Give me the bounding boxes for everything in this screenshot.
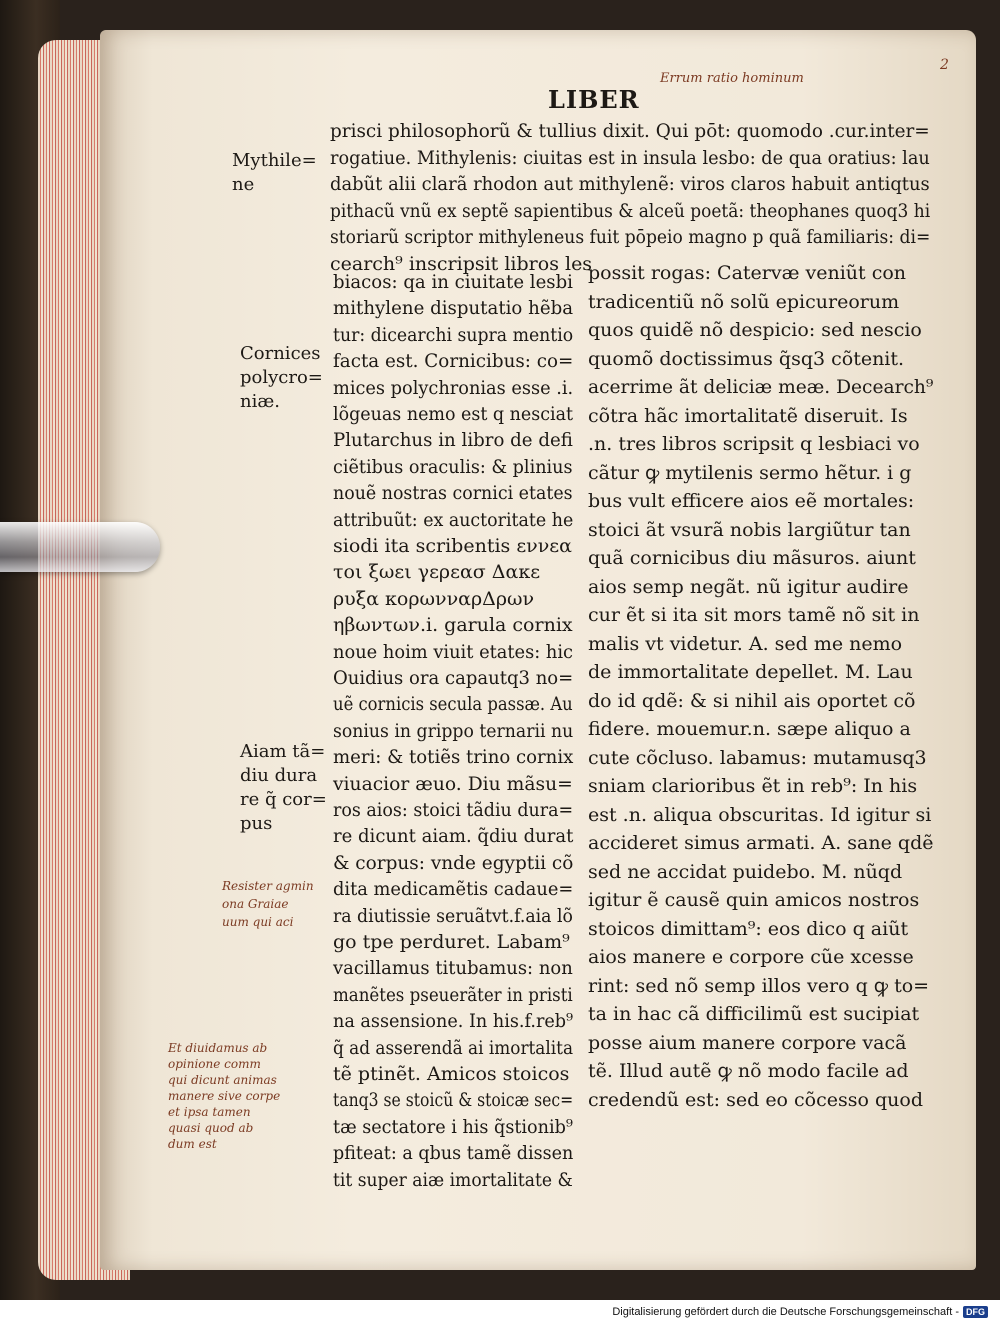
- text-line: pithacũ vnũ ex septẽ sapientibus & alceũ poetã: theophanes quoq3 hi: [330, 199, 931, 222]
- text-line: vacillamus titubamus: non: [333, 957, 573, 980]
- margin-note-cornices: Cornices: [240, 343, 321, 364]
- text-line: ta in hac cã difficilimũ est sucipiat: [588, 1003, 920, 1025]
- margin-note-aiam: diu dura: [240, 765, 318, 786]
- handwritten-hand-left-2: manere sive corpe: [168, 1089, 281, 1103]
- margin-note-cornices: niæ.: [240, 391, 280, 412]
- handwritten-hand-left-1: Resister agmin: [222, 879, 314, 893]
- margin-note-cornices: polycro=: [240, 367, 323, 388]
- text-line: prisci philosophorũ & tullius dixit. Qui pōt: quomodo .cur.inter=: [330, 120, 930, 142]
- handwritten-hand-left-2: quasi quod ab: [168, 1121, 254, 1135]
- footer-text: Digitalisierung gefördert durch die Deutsche Forschungsgemeinschaft -: [612, 1306, 959, 1318]
- text-line: cute cõcluso. labamus: mutamusq3: [588, 746, 927, 769]
- text-line: cur ẽt si ita sit mors tamẽ nõ sit in: [588, 604, 920, 626]
- text-line: ros aios: stoici tãdiu dura=: [333, 799, 574, 821]
- text-line: meri: & totiẽs trino cornix: [333, 746, 574, 769]
- text-line: quomõ doctissimus q̃sq3 cõtenit.: [588, 347, 905, 370]
- margin-note-mythilene: Mythile=: [232, 150, 317, 171]
- handwritten-hand-left-1: uum qui aci: [222, 915, 294, 929]
- text-line: accideret simus armati. A. sane qdẽ: [588, 832, 934, 854]
- text-line: igitur ẽ causẽ quin amicos nostros: [588, 889, 920, 911]
- text-line: .n. tres libros scripsit q lesbiaci vo: [588, 433, 920, 455]
- text-line: rogatiue. Mithylenis: ciuitas est in insula lesbo: de qua oratius: lau: [330, 146, 930, 169]
- margin-note-aiam: re q̃ cor=: [240, 789, 327, 810]
- text-line: nouẽ nostras cornici etates: [333, 482, 573, 505]
- text-line: go tpe perduret. Labam⁹: [333, 931, 570, 953]
- text-line: tanq3 se stoicũ & stoicæ sec=: [333, 1089, 574, 1112]
- text-line: tur: dicearchi supra mentio: [333, 323, 574, 346]
- text-line: aios semp negãt. nũ igitur audire: [588, 575, 909, 598]
- text-line: q̃ ad asserendã ai imortalita: [333, 1036, 574, 1059]
- text-line: ciẽtibus oraculis: & plinius: [333, 455, 573, 478]
- text-line: lõgeuas nemo est q nesciat: [333, 403, 574, 425]
- footer: [612, 1306, 988, 1318]
- text-line: Plutarchus in libro de defi: [333, 429, 573, 452]
- text-line: attribuũt: ex auctoritate he: [333, 508, 574, 531]
- text-line: malis vt videtur. A. sed me nemo: [588, 632, 903, 655]
- text-line: noue hoim viuit etates: hic: [333, 640, 574, 663]
- dfg-logo: DFG: [963, 1306, 988, 1318]
- text-line: sed ne accidat puidebo. M. nũqd: [588, 860, 903, 883]
- text-line: acerrime ãt deliciæ meæ. Decearch⁹: [588, 376, 934, 398]
- text-line: tẽ ptinẽt. Amicos stoicos: [333, 1063, 570, 1085]
- text-line: storiarũ scriptor mithyleneus fuit pōpeio magno p quã familiaris: di=: [330, 226, 931, 248]
- text-line: biacos: qa in ciuitate lesbi: [333, 271, 573, 293]
- margin-note-mythilene: ne: [232, 174, 255, 195]
- text-line: do id qdẽ: & si nihil ais oportet cõ: [588, 689, 916, 712]
- text-line: viuacior æuo. Diu mãsu=: [333, 772, 573, 795]
- handwritten-hand-left-2: Et diuidamus ab: [168, 1041, 268, 1055]
- text-line: cõtra hãc imortalitatẽ diseruit. Is: [588, 404, 908, 427]
- glass-page-holder: [0, 522, 160, 572]
- handwritten-hand-left-2: qui dicunt animas: [168, 1073, 277, 1087]
- text-line: tẽ. Illud autẽ ꝙ nõ modo facile ad: [588, 1060, 909, 1082]
- handwritten-hand-left-2: dum est: [168, 1137, 217, 1151]
- text-line: credendũ est: sed eo cõcesso quod: [588, 1088, 923, 1111]
- handwritten-hand-left-1: ona Graiae: [222, 897, 289, 911]
- text-line: tradicentiũ nõ solũ epicureorum: [588, 290, 900, 313]
- text-line: τοι ξωει γερεασ Δακε: [333, 561, 541, 584]
- text-line: quos quidẽ nõ despicio: sed nescio: [588, 319, 922, 341]
- text-line: aios manere e corpore cũe xcesse: [588, 946, 914, 968]
- text-line: sonius in grippo ternarii nu: [333, 719, 574, 742]
- text-line: possit rogas: Catervæ veniũt con: [588, 262, 907, 284]
- text-line: rint: sed nõ semp illos vero q ꝙ to=: [588, 974, 930, 997]
- handwritten-hand-left-2: opinione comm: [168, 1057, 261, 1071]
- text-line: facta est. Cornicibus: co=: [333, 350, 574, 373]
- margin-note-aiam: Aiam tã=: [240, 741, 326, 762]
- text-line: fidere. mouemur.n. sæpe aliquo a: [588, 718, 911, 740]
- text-line: cearch⁹ inscripsit libros les: [330, 252, 593, 275]
- text-line: quã cornicibus diu mãsuros. aiunt: [588, 547, 916, 569]
- text-line: stoicos dimittam⁹: eos dico q aiũt: [588, 917, 909, 940]
- text-line: siodi ita scribentis εννεα: [333, 535, 572, 557]
- text-line: ηβωντων.i. garula cornix: [333, 614, 573, 637]
- text-line: ρυξα κορωνναρΔρων: [333, 587, 535, 610]
- text-line: mithylene disputatio hẽba: [333, 297, 574, 320]
- margin-note-aiam: pus: [240, 813, 273, 834]
- text-line: & corpus: vnde egyptii cõ: [333, 851, 574, 874]
- text-line: est .n. aliqua obscuritas. Id igitur si: [588, 803, 932, 826]
- text-line: cãtur ꝙ mytilenis sermo hẽtur. i g: [588, 461, 912, 484]
- text-line: Ouidius ora capautq3 no=: [333, 667, 574, 689]
- text-line: stoici ãt vsurã nobis largiũtur tan: [588, 518, 911, 541]
- text-line: bus vult efficere aios eẽ mortales:: [588, 490, 915, 512]
- text-line: dabũt alii clarã rhodon aut mithylenẽ: viros claros habuit antiqtus: [330, 173, 930, 195]
- text-line: manẽtes pseuerãter in pristi: [333, 983, 573, 1006]
- text-line: dita medicamẽtis cadaue=: [333, 878, 574, 901]
- text-line: uẽ cornicis secula passæ. Au: [333, 693, 573, 716]
- handwritten-hand-left-2: et ipsa tamen: [168, 1105, 251, 1119]
- text-line: mices polychronias esse .i.: [333, 376, 574, 399]
- text-line: tit super aiæ imortalitate &: [333, 1168, 573, 1191]
- text-line: sniam clarioribus ẽt in reb⁹: In his: [588, 775, 918, 797]
- running-head: LIBER: [548, 85, 640, 114]
- text-line: pfiteat: a qbus tamẽ dissen: [333, 1142, 574, 1165]
- text-line: de immortalitate depellet. M. Lau: [588, 661, 913, 683]
- folio-mark: 2: [940, 57, 949, 73]
- text-line: na assensione. In his.f.reb⁹: [333, 1010, 574, 1033]
- text-line: ra diutissie seruãtvt.f.aia lõ: [333, 904, 573, 927]
- text-line: posse aium manere corpore vacã: [588, 1031, 907, 1054]
- text-line: re dicunt aiam. q̃diu durat: [333, 825, 574, 848]
- text-line: tæ sectatore i his q̃stionib⁹: [333, 1115, 573, 1138]
- head-annotation: Errum ratio hominum: [660, 71, 804, 86]
